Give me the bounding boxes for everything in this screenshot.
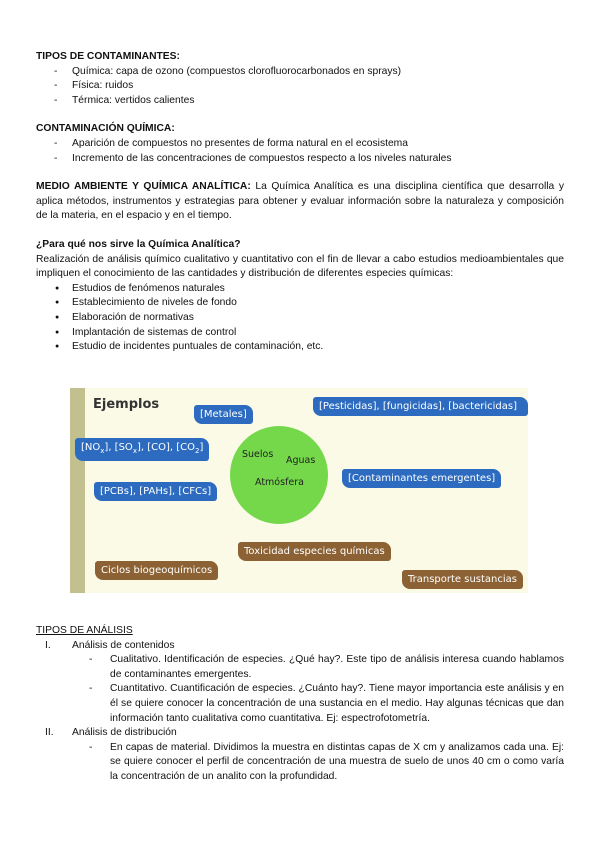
list-item: - Aparición de compuestos no presentes de forma natural en el ecosistema [36, 137, 564, 152]
list-item: ● Establecimiento de niveles de fondo [36, 296, 564, 311]
tag-pcbs: [PCBs], [PAHs], [CFCs] [94, 482, 217, 501]
tag-nox: $[NO_x]$, $[SO_x]$, [CO], $[CO_2]$ [75, 438, 209, 461]
figure-side-bar [70, 388, 85, 593]
environment-circle [230, 426, 328, 524]
heading-medio-ambiente: MEDIO AMBIENTE Y QUÍMICA ANALÍTICA: [36, 181, 251, 193]
heading-para-que: ¿Para qué nos sirve la Química Analítica? [36, 238, 241, 250]
heading-tipos-analisis: TIPOS DE ANÁLISIS [36, 625, 133, 636]
list-item: ● Estudios de fenómenos naturales [36, 282, 564, 297]
section-number: II. [45, 727, 54, 739]
list-item: - Cualitativo. Identificación de especies. ¿Qué hay?. Este tipo de análisis interesa cuando hablamos de contaminantes emergentes. [36, 653, 564, 682]
heading-tipos-contaminantes: TIPOS DE CONTAMINANTES: [36, 51, 180, 62]
list-para-que [36, 282, 564, 355]
analysis-section-i [36, 639, 564, 654]
paragraph-medio-ambiente [36, 180, 564, 224]
section-number: I. [45, 639, 51, 651]
text-medio-ambiente: La Química Analítica es una disciplina científica que desarrolla y aplica métodos, instrumentos y estrategias para obtener y evaluar información sobre la naturaleza y composición de la materia, en el espacio y en el tiempo. [36, 181, 565, 222]
figure-title: Ejemplos [93, 397, 160, 412]
tag-emergentes: [Contaminantes emergentes] [342, 469, 501, 488]
list-tipos-contaminantes [36, 65, 564, 109]
heading-contaminacion-quimica: CONTAMINACIÓN QUÍMICA: [36, 123, 175, 135]
section-title: Análisis de contenidos [72, 639, 175, 651]
label-atmosfera: Atmósfera [255, 477, 304, 488]
label-suelos: Suelos [242, 449, 274, 460]
paragraph-para-que: Realización de análisis químico cualitativo y cuantitativo con el fin de llevar a cabo estudios medioambientales que impliquen el conocimiento de las cantidades y distribución de diferentes especies químicas: [36, 253, 564, 280]
list-item: - Térmica: vertidos calientes [36, 94, 564, 109]
list-item: ● Elaboración de normativas [36, 311, 564, 326]
tipos-analisis-section [36, 624, 564, 785]
list-item: - Química: capa de ozono (compuestos clorofluorocarbonados en sprays) [36, 65, 564, 80]
label-aguas: Aguas [286, 455, 316, 466]
tag-pesticidas: [Pesticidas], [fungicidas], [bactericidas] [313, 397, 528, 416]
tag-transporte: Transporte sustancias [402, 570, 523, 589]
list-item: ● Estudio de incidentes puntuales de contaminación, etc. [36, 340, 564, 355]
list-item: - Física: ruidos [36, 79, 564, 94]
list-item: - En capas de material. Dividimos la muestra en distintas capas de X cm y analizamos cada una. Ej: se quiere conocer el perfil de concentración de una muestra de suelo de unos 40 cm o como varía la concentración de un analito con la profundidad. [36, 741, 564, 785]
list-item: - Cuantitativo. Cuantificación de especies. ¿Cuánto hay?. Tiene mayor importancia este análisis y en él se quiere conocer la concentración de una sustancia en el medio. Hay algunas técnicas que dan información tanto cualitativa como cuantitativa. Ej: espectrofotometría. [36, 682, 564, 726]
list-item: - Incremento de las concentraciones de compuestos respecto a los niveles naturales [36, 152, 564, 167]
examples-figure [70, 388, 528, 593]
tag-metales: [Metales] [194, 405, 253, 424]
section-title: Análisis de distribución [72, 727, 177, 739]
tag-toxicidad: Toxicidad especies químicas [238, 542, 391, 561]
document-body [36, 50, 564, 355]
tag-ciclos: Ciclos biogeoquímicos [95, 561, 218, 580]
list-contaminacion-quimica [36, 137, 564, 166]
list-item: ● Implantación de sistemas de control [36, 326, 564, 341]
analysis-section-ii [36, 726, 564, 741]
